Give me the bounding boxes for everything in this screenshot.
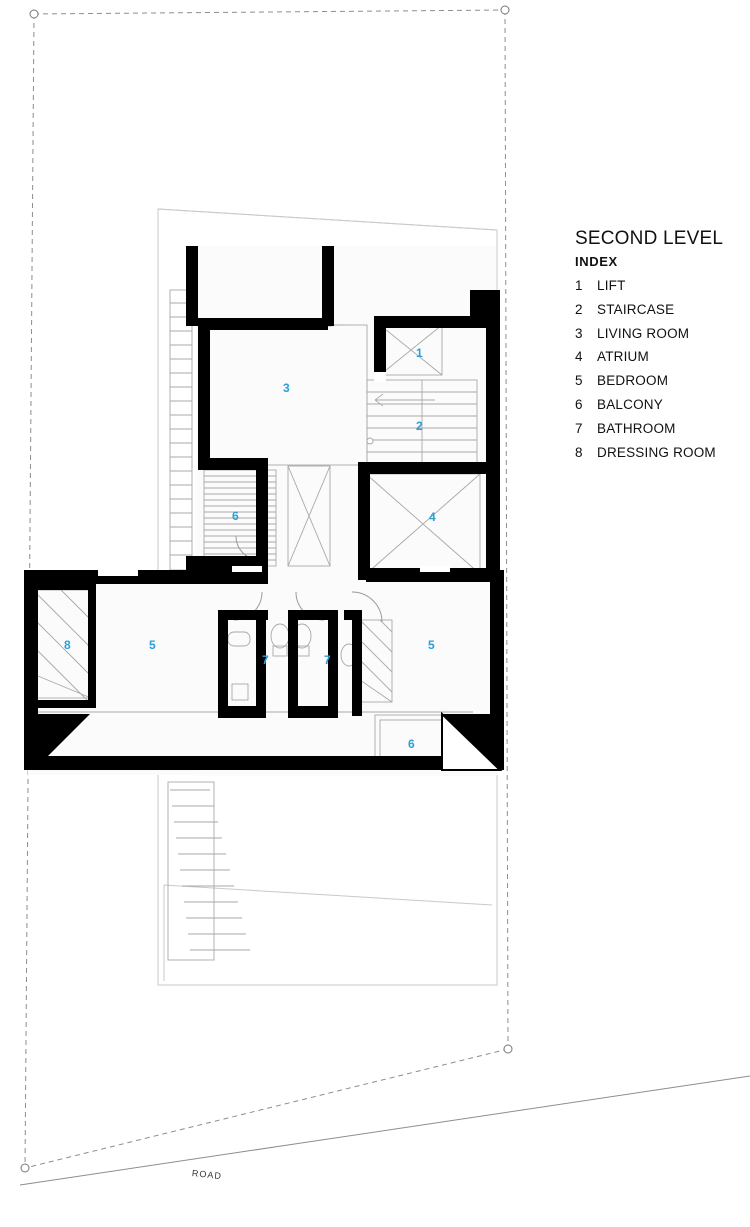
plan-tag: 7 bbox=[324, 653, 331, 667]
legend-item bbox=[575, 327, 750, 342]
legend-panel bbox=[575, 228, 750, 470]
legend-item-number: 7 bbox=[575, 420, 583, 436]
legend-item-label: DRESSING ROOM bbox=[597, 444, 716, 460]
plan-tag: 3 bbox=[283, 381, 290, 395]
legend-item bbox=[575, 398, 750, 413]
legend-item bbox=[575, 279, 750, 294]
plan-tag: 4 bbox=[429, 510, 436, 524]
plan-tag: 2 bbox=[416, 419, 423, 433]
road-label: ROAD bbox=[191, 1168, 223, 1182]
plan-tag: 7 bbox=[262, 653, 269, 667]
legend-item-number: 5 bbox=[575, 373, 583, 389]
legend-item-number: 2 bbox=[575, 301, 583, 317]
legend-item-number: 6 bbox=[575, 397, 583, 413]
legend-item-number: 8 bbox=[575, 444, 583, 460]
legend-subtitle: INDEX bbox=[575, 253, 618, 269]
legend-item-number: 3 bbox=[575, 325, 583, 341]
plan-tag: 5 bbox=[428, 638, 435, 652]
road-line bbox=[20, 1076, 750, 1185]
legend-item-label: BEDROOM bbox=[597, 373, 669, 389]
legend-item bbox=[575, 303, 750, 318]
legend-item-number: 1 bbox=[575, 277, 583, 293]
legend-item-label: LIFT bbox=[597, 277, 626, 293]
legend-item bbox=[575, 350, 750, 365]
legend-item-label: ATRIUM bbox=[597, 349, 649, 365]
plan-tag: 6 bbox=[232, 509, 239, 523]
legend-item bbox=[575, 374, 750, 389]
plan-tag: 5 bbox=[149, 638, 156, 652]
legend-item bbox=[575, 422, 750, 437]
legend-item-label: STAIRCASE bbox=[597, 301, 675, 317]
legend-item-label: LIVING ROOM bbox=[597, 325, 690, 341]
plan-tag: 6 bbox=[408, 737, 415, 751]
plan-tag: 1 bbox=[416, 346, 423, 360]
legend-title: SECOND LEVEL bbox=[575, 228, 724, 249]
legend-item-label: BALCONY bbox=[597, 397, 663, 413]
legend-item-label: BATHROOM bbox=[597, 420, 676, 436]
legend-item bbox=[575, 446, 750, 461]
legend-item-number: 4 bbox=[575, 349, 583, 365]
plan-tag: 8 bbox=[64, 638, 71, 652]
legend-list bbox=[575, 279, 750, 461]
